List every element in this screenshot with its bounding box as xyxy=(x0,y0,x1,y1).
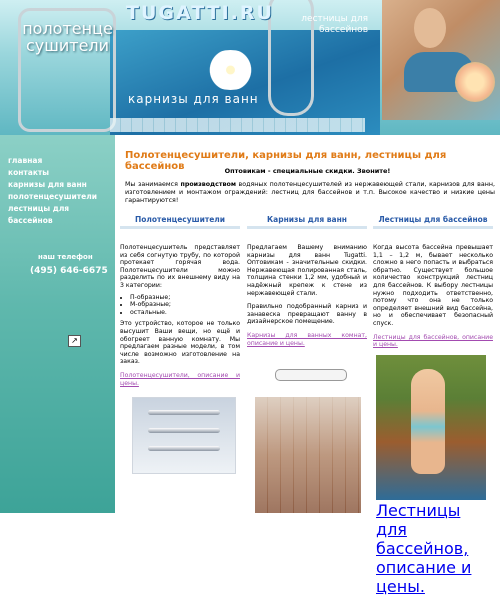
list-item: • остальные. xyxy=(130,309,240,317)
column-body xyxy=(247,244,367,347)
woman-face xyxy=(414,8,446,48)
ladders-banner-title: лестницы для бассейнов xyxy=(301,14,368,35)
nav-curtain-rods[interactable]: карнизы для ванн xyxy=(8,180,87,189)
towel-dryers-banner-title: полотенце сушители xyxy=(22,19,113,55)
intro-bold: производством xyxy=(180,181,236,188)
column-paragraph: Когда высота бассейна превышает 1,1 – 1,2 м, бывает несколько сложно в него попасть и выбраться обратно. Существует большое количество конструкций лестниц для бассейнов. К выбору лестницы нужно подходить ответственно, потому что она не только определяет внешний вид бассейна, но и обеспечивает безопасный спуск. xyxy=(373,244,493,327)
column-paragraph: Предлагаем Вашему вниманию карнизы для ванн Tugatti. Оптовикам - значительные скидки. Нержавеющая полированная сталь, толщина стенки 1,2 мм, удобный и надёжный крепеж к стене из нержавеющей стали. xyxy=(247,244,367,297)
title-divider xyxy=(247,226,367,229)
site-logo[interactable]: TUGATTI.RU xyxy=(126,2,274,24)
column-paragraph: Полотенцесушитель представляет из себя согнутую трубу, по которой протекает горячая вода. Полотенцесушители можно разделить по их внешнему виду на 3 категории: xyxy=(120,244,240,289)
column-body xyxy=(120,244,240,387)
bathroom-tiles xyxy=(255,397,361,513)
column-title: Карнизы для ванн xyxy=(267,215,347,224)
rail-bar xyxy=(148,410,220,415)
rail-bar xyxy=(148,446,220,451)
phone-number: (495) 646-6675 xyxy=(30,266,108,276)
sidebar-nav xyxy=(8,155,115,227)
main-content xyxy=(115,135,500,596)
bathroom-photo[interactable] xyxy=(255,397,361,513)
rail-bar xyxy=(148,428,220,433)
curtain-rods-link[interactable]: Карнизы для ванных комнат, описание и цены. xyxy=(247,331,367,347)
column-title: Лестницы для бассейнов xyxy=(378,215,488,224)
girl-figure xyxy=(411,369,445,474)
title-divider xyxy=(120,226,240,229)
page-title: Полотенцесушители, карнизы для ванн, лестницы для бассейнов xyxy=(125,150,447,172)
towel-dryer-photo[interactable] xyxy=(132,397,236,474)
nav-pool-ladders[interactable]: лестницы для бассейнов xyxy=(8,204,70,225)
column-paragraph: Правильно подобранный карниз и занавеска превращают ванну в дизайнерское помещение. xyxy=(247,303,367,326)
column-title: Полотенцесушители xyxy=(134,215,226,224)
nav-towel-dryers[interactable]: полотенцесушители xyxy=(8,192,97,201)
intro-text xyxy=(125,181,495,205)
phone-label: наш телефон xyxy=(38,253,93,261)
woman-photo xyxy=(382,0,500,120)
sidebar xyxy=(0,135,115,513)
pool-ladders-link[interactable]: Лестницы для бассейнов, описание и цены. xyxy=(373,333,493,349)
intro-part-2: водяных полотенцесушителей из нержавеющей стали, карнизов для ванн, изготовлением и монтажом ограждений: лестниц для бассейнов и т.п. Высокое качество и низкие цены гарантируются! xyxy=(125,181,495,204)
bookmark-icon[interactable]: ↗ xyxy=(68,335,81,347)
title-divider xyxy=(373,226,493,229)
pool-ladders-link-bottom[interactable]: Лестницы для бассейнов, описание и цены. xyxy=(376,501,472,596)
nav-contacts[interactable]: контакты xyxy=(8,168,50,177)
nav-home[interactable]: главная xyxy=(8,156,43,165)
header-banner xyxy=(0,0,500,135)
wholesale-offer: Оптовикам - специальные скидки. Звоните! xyxy=(224,167,391,175)
column-curtain-rods xyxy=(247,215,367,347)
tiles-image xyxy=(110,118,365,132)
column-body xyxy=(373,244,493,349)
towel-dryers-link[interactable]: Полотенцесушители, описание и цены. xyxy=(120,371,240,387)
curtain-rod-diagram xyxy=(255,354,365,394)
rod-pipe xyxy=(275,369,347,381)
pool-ladder-photo[interactable] xyxy=(376,355,486,500)
category-list xyxy=(130,294,240,317)
list-item: • М-образные; xyxy=(130,301,240,309)
column-pool-ladders xyxy=(373,215,493,349)
flower-image xyxy=(203,50,258,90)
curtain-rods-banner-title: карнизы для ванн xyxy=(128,92,259,106)
intro-part-1: Мы занимаемся xyxy=(125,181,181,188)
column-paragraph: Это устройство, которое не только высушит Ваши вещи, но ещё и обогреет ванную комнату. Мы предлагаем разные модели, в том числе возможно изготовление на заказ. xyxy=(120,320,240,366)
rose-image xyxy=(455,62,495,102)
list-item: • П-образные; xyxy=(130,294,240,302)
column-towel-dryers xyxy=(120,215,240,387)
